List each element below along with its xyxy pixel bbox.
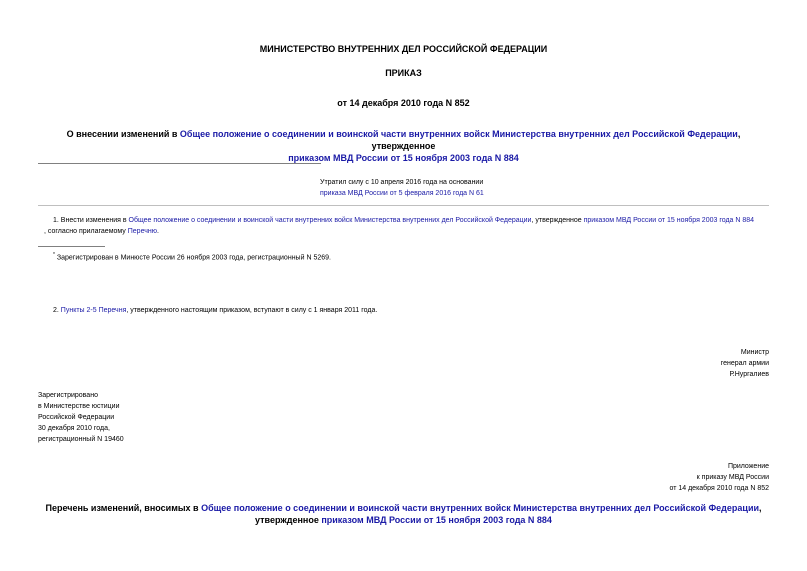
paragraph-2	[53, 305, 753, 316]
status-divider	[38, 205, 769, 206]
p2-prefix: 2.	[53, 307, 61, 314]
title-divider	[38, 163, 321, 164]
registration-line: Российской Федерации	[38, 414, 115, 421]
footnote-text: Зарегистрирован в Минюсте России 26 ноября 2003 года, регистрационный N 5269.	[54, 254, 331, 262]
p1-middle: , утвержденное	[531, 217, 584, 224]
list-title-link-general-provision[interactable]: Общее положение о соединении и воинской части внутренних войск Министерства внутренних дел Российской Федерации	[201, 503, 760, 513]
p1-cont: , согласно прилагаемому	[44, 228, 128, 235]
p2-link-items[interactable]: Пункты 2-5 Перечня	[60, 307, 127, 314]
appendix-ref: к приказу МВД России	[696, 474, 769, 481]
signature-block	[721, 347, 769, 380]
list-title-prefix2: утвержденное	[255, 515, 322, 525]
appendix-date: от 14 декабря 2010 года N 852	[669, 485, 769, 492]
signature-rank: генерал армии	[720, 360, 769, 367]
order-date-number: от 14 декабря 2010 года N 852	[337, 98, 470, 108]
title-link-order-884[interactable]: приказом МВД России от 15 ноября 2003 года N 884	[288, 153, 519, 163]
p1-link-general-provision[interactable]: Общее положение о соединении и воинской части внутренних войск Министерства внутренних дел Российской Федерации	[128, 217, 532, 224]
p2-text: , утвержденного настоящим приказом, вступают в силу с 1 января 2011 года.	[126, 307, 378, 314]
doc-type-heading: ПРИКАЗ	[385, 68, 422, 78]
registration-block	[38, 390, 124, 445]
appendix-block	[669, 461, 769, 494]
title-middle: , утвержденное	[371, 129, 741, 151]
list-title-link-order-884[interactable]: приказом МВД России от 15 ноября 2003 года N 884	[321, 515, 552, 525]
title-prefix: О внесении изменений в	[66, 129, 180, 139]
registration-line: регистрационный N 19460	[38, 436, 124, 443]
p1-prefix: 1. Внести изменения в	[53, 217, 129, 224]
registration-line: Зарегистрировано	[38, 392, 98, 399]
p1-link-list[interactable]: Перечню	[127, 228, 157, 235]
status-link-order-61[interactable]: приказа МВД России от 5 февраля 2016 года N 61	[320, 190, 484, 197]
registration-line: в Министерстве юстиции	[38, 403, 120, 410]
status-note	[320, 177, 620, 199]
paragraph-1	[38, 215, 773, 237]
order-title	[38, 128, 769, 164]
registration-line: 30 декабря 2010 года,	[38, 425, 110, 432]
ministry-heading: МИНИСТЕРСТВО ВНУТРЕННИХ ДЕЛ РОССИЙСКОЙ ФЕДЕРАЦИИ	[259, 44, 548, 54]
status-text: Утратил силу с 10 апреля 2016 года на основании	[320, 179, 484, 186]
list-title-prefix: Перечень изменений, вносимых в	[45, 503, 202, 513]
list-title	[38, 502, 769, 526]
footnote-mark: *	[53, 252, 55, 258]
p1-link-order-884[interactable]: приказом МВД России от 15 ноября 2003 года N 884	[583, 217, 755, 224]
list-title-middle: ,	[759, 503, 762, 513]
appendix-label: Приложение	[727, 463, 769, 470]
footnote-divider	[38, 246, 105, 247]
signature-title: Министр	[740, 349, 769, 356]
signature-name: Р.Нургалиев	[729, 371, 769, 378]
title-link-general-provision[interactable]: Общее положение о соединении и воинской части внутренних войск Министерства внутренних дел Российской Федерации	[179, 129, 738, 139]
p1-end: .	[157, 228, 159, 235]
footnote	[53, 250, 753, 263]
